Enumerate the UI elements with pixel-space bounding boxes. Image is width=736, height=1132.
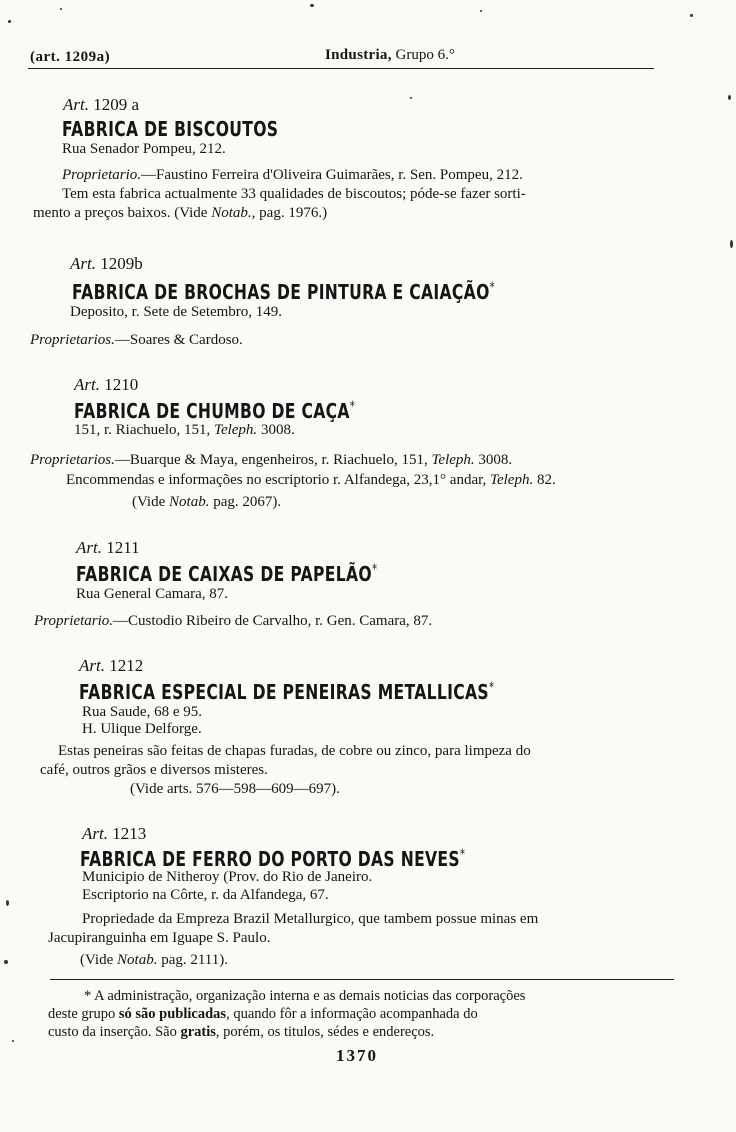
footnote-line: * A administração, organização interna e as demais noticias das corporações <box>84 988 526 1004</box>
entry-title: FABRICA DE CHUMBO DE CAÇA* <box>74 399 356 423</box>
entry-owner: Proprietario.—Faustino Ferreira d'Oliveira Guimarães, r. Sen. Pompeu, 212. <box>62 167 523 183</box>
header-section-bold: Industria, <box>325 47 392 63</box>
header-rule <box>28 68 654 69</box>
entry-description: mento a preços baixos. (Vide Notab., pag. 1976.) <box>33 205 328 221</box>
article-number: Art. 1209 a <box>63 95 140 114</box>
header-section <box>325 47 455 64</box>
entry-owner: Proprietarios.—Soares & Cardoso. <box>30 332 243 348</box>
entry-orders: Encommendas e informações no escriptorio r. Alfandega, 23,1° andar, Teleph. 82. <box>66 472 556 488</box>
entry-address: 151, r. Riachuelo, 151, Teleph. 3008. <box>74 422 295 438</box>
entry-title: FABRICA DE BROCHAS DE PINTURA E CAIAÇÃO* <box>72 280 496 304</box>
article-number: Art. 1210 <box>74 375 139 394</box>
entry-title: FABRICA DE FERRO DO PORTO DAS NEVES* <box>80 847 466 871</box>
footnote-line: custo da inserção. São gratis, porém, os titulos, sédes e endereços. <box>48 1024 435 1040</box>
entry-description: café, outros grãos e diversos misteres. <box>40 762 268 778</box>
entry-owner: Proprietario.—Custodio Ribeiro de Carvalho, r. Gen. Camara, 87. <box>34 613 433 629</box>
entry-description: Jacupiranguinha em Iguape S. Paulo. <box>48 930 271 946</box>
footnote-line: deste grupo só são publicadas, quando fôr a informação acompanhada do <box>48 1006 478 1022</box>
entry-address: Rua Senador Pompeu, 212. <box>62 141 226 157</box>
entry-address: Deposito, r. Sete de Setembro, 149. <box>70 304 283 320</box>
entry-reference: (Vide Notab. pag. 2111). <box>80 952 228 968</box>
entry-description: Propriedade da Empreza Brazil Metallurgico, que tambem possue minas em <box>82 911 539 927</box>
entry-reference: (Vide Notab. pag. 2067). <box>132 494 282 510</box>
entry-title: FABRICA DE BISCOUTOS <box>62 117 279 141</box>
header-section-group: Grupo 6.° <box>391 47 455 63</box>
header-article-ref: (art. 1209a) <box>30 49 111 65</box>
entry-manager: H. Ulique Delforge. <box>82 721 202 737</box>
entry-description: Tem esta fabrica actualmente 33 qualidades de biscoutos; póde-se fazer sorti- <box>62 186 526 202</box>
entry-owner: Proprietarios.—Buarque & Maya, engenheiros, r. Riachuelo, 151, Teleph. 3008. <box>30 452 513 468</box>
entry-description: Estas peneiras são feitas de chapas furadas, de cobre ou zinco, para limpeza do <box>58 743 531 759</box>
article-number: Art. 1212 <box>79 656 144 675</box>
entry-office: Escriptorio na Côrte, r. da Alfandega, 67. <box>82 887 329 903</box>
entry-title: FABRICA DE CAIXAS DE PAPELÃO* <box>76 562 378 586</box>
entry-address: Rua Saude, 68 e 95. <box>82 704 202 720</box>
entry-address: Rua General Camara, 87. <box>76 586 229 602</box>
entry-title: FABRICA ESPECIAL DE PENEIRAS METALLICAS* <box>79 680 495 704</box>
article-number: Art. 1211 <box>76 538 140 557</box>
article-number: Art. 1213 <box>82 824 147 843</box>
page-number: 1370 <box>336 1046 378 1065</box>
footnote-rule <box>50 979 674 980</box>
entry-address: Municipio de Nitheroy (Prov. do Rio de Janeiro. <box>82 869 373 885</box>
entry-reference: (Vide arts. 576—598—609—697). <box>130 781 340 797</box>
article-number: Art. 1209b <box>70 254 143 273</box>
